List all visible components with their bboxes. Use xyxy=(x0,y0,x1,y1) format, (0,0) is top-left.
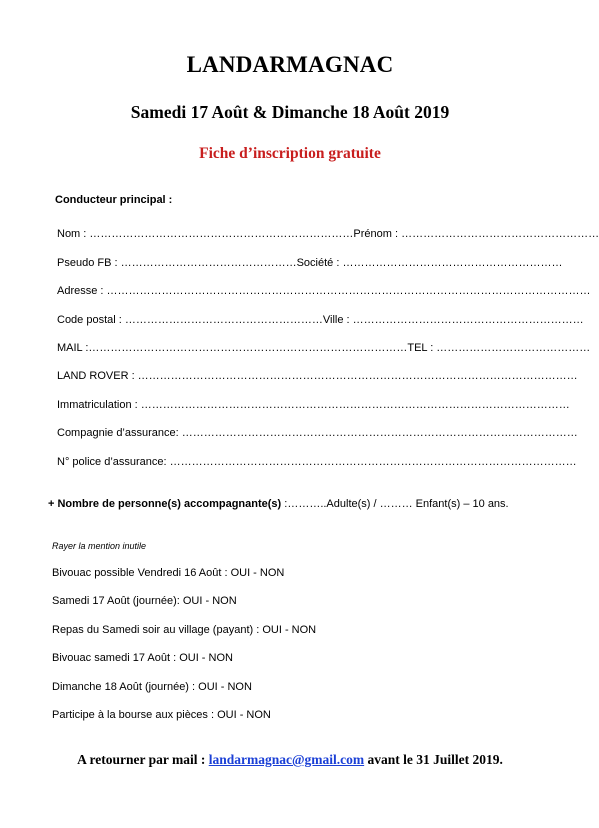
field-mail-tel[interactable]: MAIL :……………………………………………………………………………TEL : …………………………………… xyxy=(57,342,591,354)
event-title: LANDARMAGNAC xyxy=(186,52,394,77)
strike-note: Rayer la mention inutile xyxy=(52,541,147,551)
return-instructions xyxy=(0,752,580,768)
companions-label: + Nombre de personne(s) accompagnante(s) xyxy=(48,498,282,510)
email-link[interactable]: landarmagnac@gmail.com xyxy=(208,752,365,767)
field-police-assurance[interactable]: N° police d’assurance: ………………………………………………………………………………………………… xyxy=(57,456,577,468)
option-dimanche-journee[interactable]: Dimanche 18 Août (journée) : OUI - NON xyxy=(52,681,252,693)
field-codepostal-ville[interactable]: Code postal : ………………………………………………Ville : ……………………………………………………… xyxy=(57,314,584,326)
field-compagnie-assurance[interactable]: Compagnie d’assurance: ……………………………………………………………………………………………… xyxy=(57,427,578,439)
form-subtitle: Fiche d’inscription gratuite xyxy=(199,145,381,162)
footer-suffix: avant le 31 Juillet 2019. xyxy=(364,752,503,767)
field-nom-prenom[interactable]: Nom : ………………………………………………………………Prénom : ……………………………………………… xyxy=(57,228,599,240)
option-repas-samedi[interactable]: Repas du Samedi soir au village (payant) : OUI - NON xyxy=(52,624,317,636)
field-immatriculation[interactable]: Immatriculation : ……………………………………………………………………………………………………… xyxy=(57,399,570,411)
option-samedi-journee[interactable]: Samedi 17 Août (journée): OUI - NON xyxy=(52,595,237,607)
field-pseudo-societe[interactable]: Pseudo FB : …………………………………………Société : …………………………………………………… xyxy=(57,257,563,269)
field-adresse[interactable]: Adresse : …………………………………………………………………………………………………………………… xyxy=(57,285,591,297)
footer-prefix: A retourner par mail : xyxy=(77,752,209,767)
option-bivouac-samedi[interactable]: Bivouac samedi 17 Août : OUI - NON xyxy=(52,652,233,664)
section-label-driver: Conducteur principal : xyxy=(55,194,173,206)
companions-fill: :………..Adulte(s) / ……… Enfant(s) – 10 ans. xyxy=(281,498,509,510)
event-dates: Samedi 17 Août & Dimanche 18 Août 2019 xyxy=(130,102,450,122)
option-bivouac-vendredi[interactable]: Bivouac possible Vendredi 16 Août : OUI - NON xyxy=(52,567,285,579)
option-bourse-pieces[interactable]: Participe à la bourse aux pièces : OUI - NON xyxy=(52,709,271,721)
companions-line[interactable] xyxy=(48,498,528,510)
field-land-rover[interactable]: LAND ROVER : ………………………………………………………………………………………………………… xyxy=(57,370,578,382)
